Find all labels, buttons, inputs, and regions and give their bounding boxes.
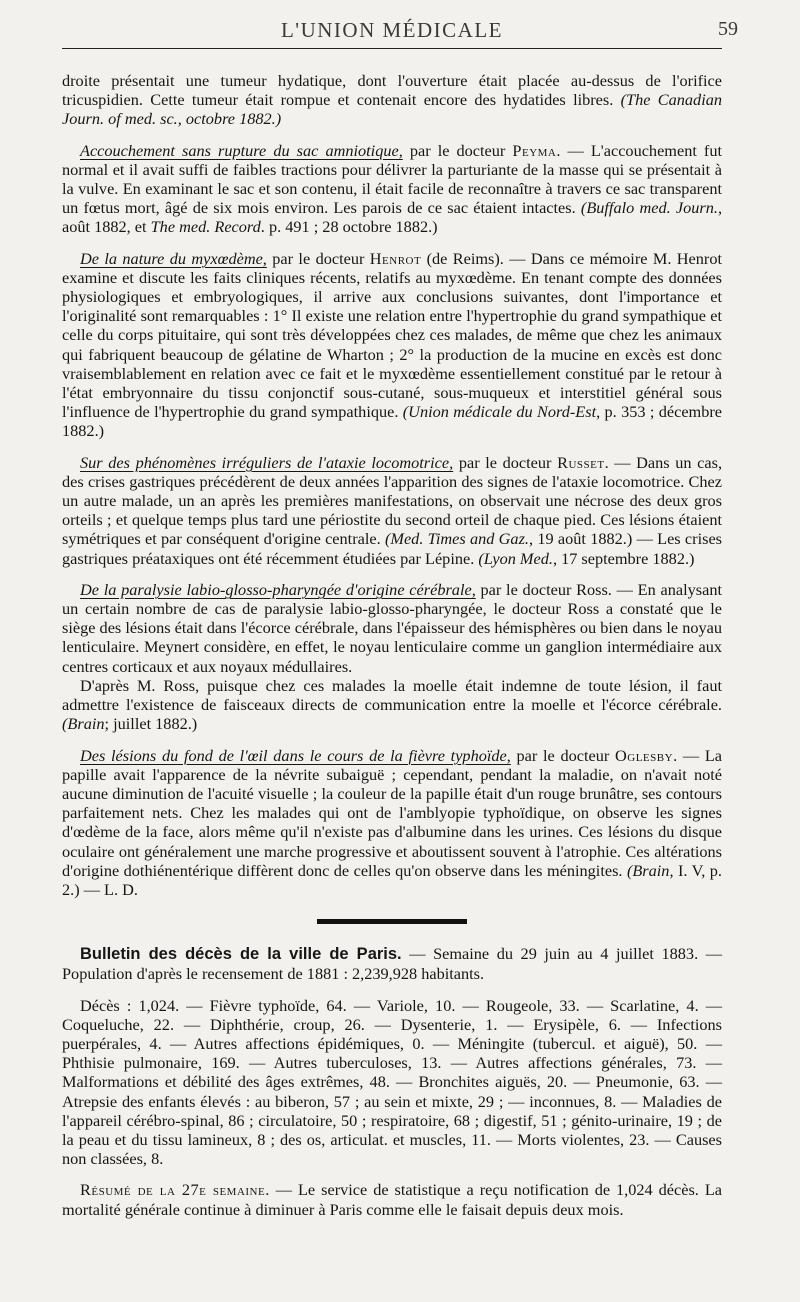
running-header [62, 12, 738, 49]
paragraph-ross: D'après M. Ross, puisque chez ces malades la moelle était indemne de toute lésion, il faut admettre l'existence de faisceaux directs de communication entre la moelle et l'écorce cérébrale. (Brain; juillet 1882.) [62, 675, 722, 734]
source-citation: The med. Record [150, 217, 261, 237]
article-body [62, 71, 722, 1219]
page-number: 59 [718, 18, 738, 40]
author-name: Henrot [369, 248, 422, 268]
author-name: Peyma [512, 140, 557, 160]
summary-label: Résumé de la 27e semaine. [80, 1180, 270, 1200]
bulletin-deaths: Décès : 1,024. — Fièvre typhoïde, 64. — Variole, 10. — Rougeole, 33. — Scarlatine, 4. — Coqueluche, 22. — Diphthérie, croup, 26. — Dysenterie, 1. — Erysipèle, 6. — Infections puerpérales, 4. — Autres affections épidémiques, 0. — Méningite (tubercul. et aiguë), 50. — Phthisie pulmonaire, 169. — Autres tuberculoses, 13. — Autres affections générales, 73. — Malformations et débilité des âges extrêmes, 48. — Bronchites aiguës, 20. — Pneumonie, 63. — Atrepsie des enfants élevés : au biberon, 57 ; au sein et mixte, 29 ; — inconnues, 8. — Maladies de l'appareil cérébro-spinal, 86 ; circulatoire, 50 ; respiratoire, 68 ; digestif, 51 ; génito-urinaire, 19 ; de la peau et du tissu lamineux, 8 ; des os, articulat. et muscles, 11. — Morts violentes, 23. — Causes non classées, 8. [62, 995, 722, 1169]
paragraph-myxoedema: De la nature du myxœdème, par le docteur Henrot (de Reims). — Dans ce mémoire M. Henrot examine et discute les faits cliniques récents, relatifs au myxœdème. En tenant compte des données physiologiques et embryologiques, il arrive aux conclusions suivantes, dont l'importance et l'originalité sont remarquables : 1° Il existe une relation entre l'hypertrophie du grand sympathique et celle du corps pituitaire, qui sont très développées chez ces malades, de même que chez les animaux qui fabriquent beaucoup de gélatine de Wharton ; 2° la production de la mucine en excès est donc vraisemblablement en relation avec ce fait et le myxœdème essentiellement constitué par le retour à l'état embryonnaire du tissu conjonctif sous-cutané, sous-muqueux et interstitiel général sous l'influence de l'hypertrophie du grand sympathique. (Union médicale du Nord-Est, p. 353 ; décembre 1882.) [62, 248, 722, 441]
author-name: Russet [557, 452, 605, 472]
paragraph-ataxia: Sur des phénomènes irréguliers de l'ataxie locomotrice, par le docteur Russet. — Dans un cas, des crises gastriques précédèrent de deux années l'apparition des signes de l'ataxie locomotrice. Chez un autre malade, un an après les premières manifestations, on observait une nécrose des deux gros orteils ; et quelque temps plus tard une périostite du second orteil de chaque pied. Ces lésions étaient symétriques et par conséquent d'origine centrale. (Med. Times and Gaz., 19 août 1882.) — Les crises gastriques préataxiques ont été récemment étudiées par Lépine. (Lyon Med., 17 septembre 1882.) [62, 452, 723, 568]
source-citation: (Union médicale du Nord-Est [402, 402, 597, 422]
source-citation: (Brain [626, 860, 670, 880]
journal-title: L'UNION MÉDICALE [280, 18, 503, 42]
section-title: Sur des phénomènes irréguliers de l'ataxie locomotrice, [80, 452, 454, 472]
section-title: Des lésions du fond de l'œil dans le cours de la fièvre typhoïde, [80, 745, 511, 765]
bulletin-title: Bulletin des décès de la ville de Paris. [80, 945, 402, 964]
source-citation: (Lyon Med. [478, 548, 553, 568]
paragraph-typhoid-eye: Des lésions du fond de l'œil dans le cours de la fièvre typhoïde, par le docteur Oglesby. — La papille avait l'apparence de la névrite subaiguë ; cependant, pendant la maladie, on n'avait noté aucune diminution de l'acuité visuelle ; la couleur de la papille était d'un rouge brunâtre, ses contours parfaitement nets. Chez les malades qui ont de l'amblyopie typhoïdique, on observe les signes d'œdème de la face, alors même qu'il n'existe pas d'albumine dans les urines. Ces lésions du disque oculaire ont généralement une marche progressive et aboutissent souvent à l'atrophie. Ces altérations d'origine dothiénentérique diffèrent donc de celles qu'on observe dans les méningites. (Brain, I. V, p. 2.) — L. D. [62, 745, 723, 899]
author-name: Oglesby [615, 745, 674, 765]
bulletin-summary: Résumé de la 27e semaine. — Le service de statistique a reçu notification de 1,024 décès. La mortalité générale continue à diminuer à Paris comme elle le faisait depuis deux mois. [62, 1180, 722, 1219]
section-title: De la nature du myxœdème, [80, 248, 267, 268]
bulletin-intro: Bulletin des décès de la ville de Paris. — Semaine du 29 juin au 4 juillet 1883. — Population d'après le recensement de 1881 : 2,239,928 habitants. [62, 944, 722, 984]
paragraph-paralysis: De la paralysie labio-glosso-pharyngée d'origine cérébrale, par le docteur Ross. — En analysant un certain nombre de cas de paralysie labio-glosso-pharyngée, le docteur Ross a constaté que le siège des lésions était dans l'écorce cérébrale, dans l'épaisseur des hémisphères ou bien dans le noyau lenticulaire. Meynert considère, en effet, le noyau lenticulaire comme un ganglion intermédiaire aux centres corticaux et aux noyaux médullaires. [62, 579, 722, 676]
source-citation: (Buffalo med. Journ. [580, 198, 718, 218]
section-title: Accouchement sans rupture du sac amniotique, [80, 140, 403, 160]
source-citation: (Brain [62, 714, 105, 734]
section-divider [317, 919, 467, 924]
source-citation: (Med. Times and Gaz. [384, 529, 529, 549]
paragraph-hydatid: droite présentait une tumeur hydatique, dont l'ouverture était placée au-dessus de l'orifice tricuspidien. Cette tumeur était rompue et contenait encore des hydatides libres. (The Canadian Journ. of med. sc., octobre 1882.) [62, 71, 722, 129]
source-citation: (The Canadian Journ. of med. sc., octobre 1882.) [62, 90, 722, 129]
paragraph-amniotic: Accouchement sans rupture du sac amniotique, par le docteur Peyma. — L'accouchement fut normal et il avait suffi de faibles tractions pour délivrer la parturiante de la masse qui se présentait à la vulve. En examinant le sac et son contenu, il était facile de reconnaître à travers ce sac transparent un fœtus mort, âgé de six mois environ. Les parois de ce sac étaient intactes. (Buffalo med. Journ., août 1882, et The med. Record. p. 491 ; 28 octobre 1882.) [62, 140, 723, 237]
section-title: De la paralysie labio-glosso-pharyngée d'origine cérébrale, [80, 579, 476, 599]
